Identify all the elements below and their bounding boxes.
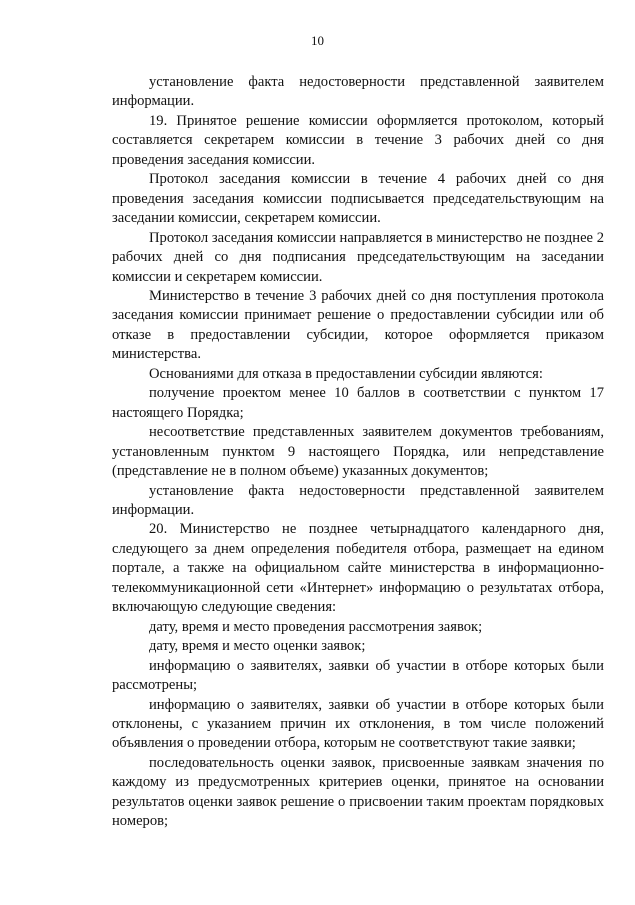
paragraph-protocol-signing: Протокол заседания комиссии в течение 4 рабочих дней со дня проведения заседания комиссии подписывается председательствующим на заседании комиссии, секретарем комиссии. bbox=[112, 171, 604, 227]
list-item-review-date: дату, время и место проведения рассмотрения заявок; bbox=[149, 618, 483, 635]
list-item-rejected-applicants: информацию о заявителях, заявки об участии в отборе которых были отклонены, с указанием причин их отклонения, в том числе положений объявления о проведении отбора, которым не соответствуют такие заявки; bbox=[112, 696, 604, 752]
paragraph-item-19: 19. Принятое решение комиссии оформляется протоколом, который составляется секретарем комиссии в течение 3 рабочих дней со дня проведения заседания комиссии. bbox=[112, 112, 604, 168]
list-item-reviewed-applicants: информацию о заявителях, заявки об участии в отборе которых были рассмотрены; bbox=[112, 657, 604, 694]
paragraph-refusal-ground-false-info: установление факта недостоверности представленной заявителем информации. bbox=[112, 482, 604, 518]
paragraph-continuation: установление факта недостоверности представленной заявителем информации. bbox=[112, 74, 604, 110]
document-body bbox=[112, 73, 604, 832]
paragraph-refusal-grounds-intro: Основаниями для отказа в предоставлении субсидии являются: bbox=[149, 365, 543, 382]
page-number: 10 bbox=[311, 33, 324, 48]
paragraph-ministry-decision: Министерство в течение 3 рабочих дней со дня поступления протокола заседания комиссии принимает решение о предоставлении субсидии или об отказе в предоставлении субсидии, которое оформляется приказом министерства. bbox=[112, 287, 604, 363]
paragraph-refusal-ground-score: получение проектом менее 10 баллов в соответствии с пунктом 17 настоящего Порядка; bbox=[112, 385, 604, 421]
list-item-evaluation-sequence: последовательность оценки заявок, присвоенные заявкам значения по каждому из предусмотренных критериев оценки, принятое на основании результатов оценки заявок решение о присвоении таким проектам порядковых номеров; bbox=[112, 754, 604, 830]
paragraph-item-20: 20. Министерство не позднее четырнадцатого календарного дня, следующего за днем определения победителя отбора, размещает на едином портале, а также на официальном сайте министерства в информационно-телекоммуникационной сети «Интернет» информацию о результатах отбора, включающую следующие сведения: bbox=[112, 521, 604, 616]
paragraph-protocol-sending: Протокол заседания комиссии направляется в министерство не позднее 2 рабочих дней со дня подписания председательствующим на заседании комиссии и секретарем комиссии. bbox=[112, 229, 604, 285]
list-item-evaluation-date: дату, время и место оценки заявок; bbox=[149, 638, 366, 655]
paragraph-refusal-ground-documents: несоответствие представленных заявителем документов требованиям, установленным пунктом 9 настоящего Порядка, или непредставление (представление не в полном объеме) указанных документов; bbox=[112, 424, 604, 480]
